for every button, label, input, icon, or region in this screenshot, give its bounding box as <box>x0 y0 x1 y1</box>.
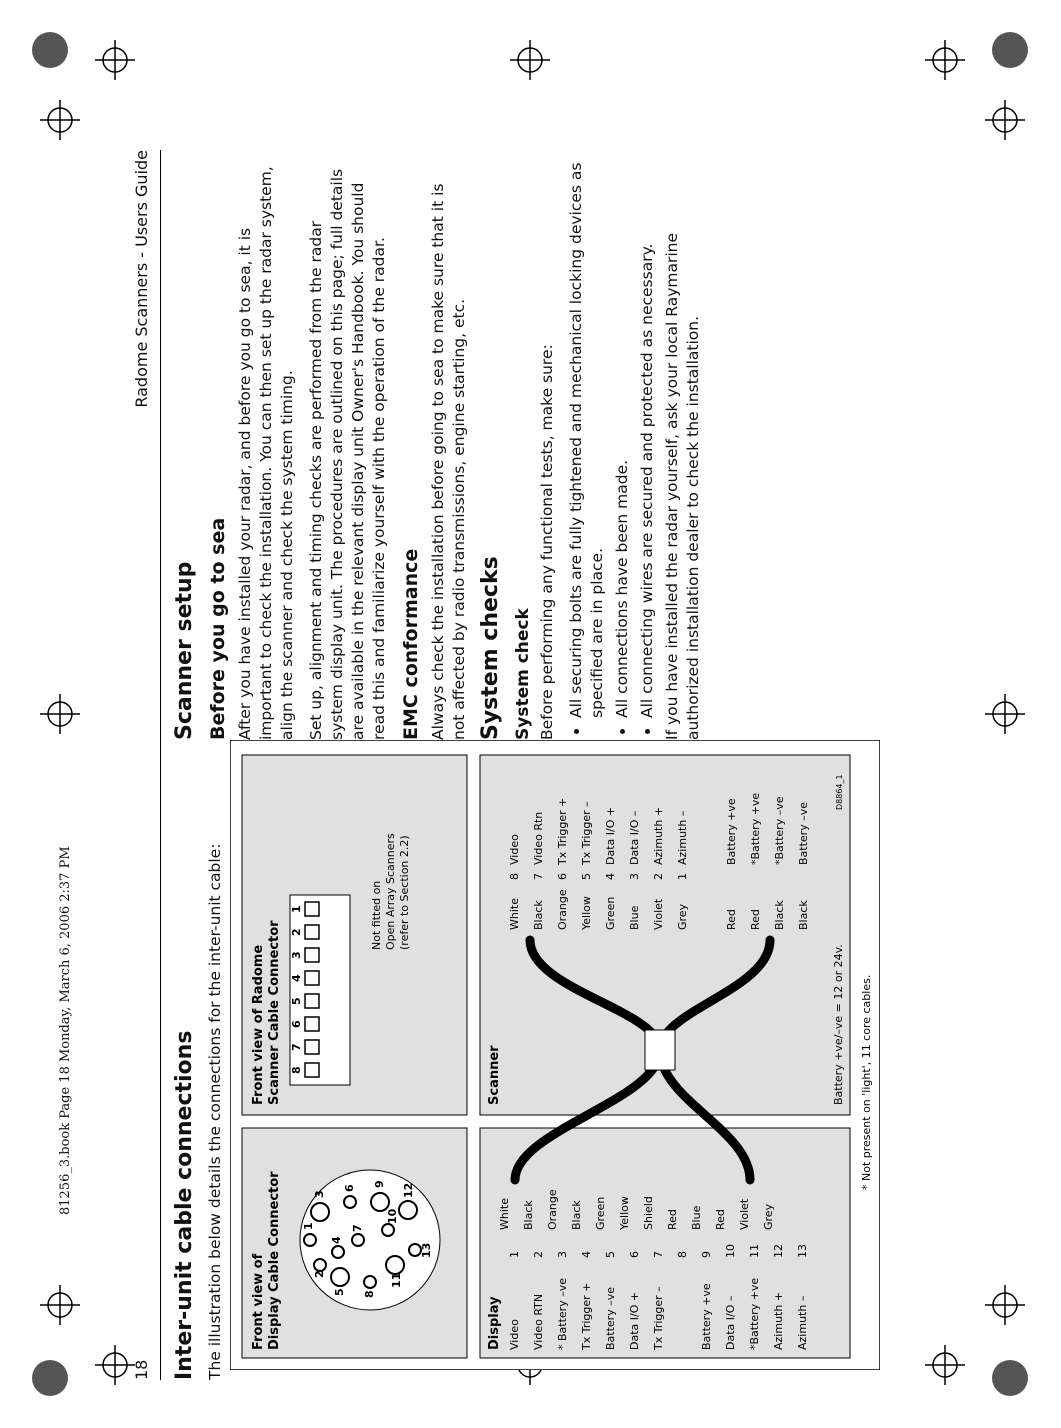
color-wheel-mark-icon <box>32 1360 68 1396</box>
scanner-wire-color: Grey <box>676 903 689 930</box>
display-wire-color: Blue <box>690 1205 703 1230</box>
scanner-signal-label: Azimuth – <box>676 810 689 865</box>
radome-pin-label: 7 <box>290 1043 303 1051</box>
display-signal-label: Video RTN <box>532 1293 545 1350</box>
scanner-pin-number: 7 <box>532 873 545 880</box>
radome-pin-label: 2 <box>290 928 303 936</box>
scanner-heading: Scanner <box>487 1045 502 1105</box>
emc-heading: EMC conformance <box>400 548 422 740</box>
display-pin-number: 12 <box>772 1244 785 1258</box>
scanner-wire-color: Yellow <box>580 896 593 930</box>
not-fitted-note: Open Array Scanners <box>384 833 397 950</box>
display-signal-label: Battery +ve <box>700 1283 713 1350</box>
scanner-power-color: Red <box>749 909 762 930</box>
radome-pin-label: 5 <box>290 997 303 1005</box>
list-item: • All securing bolts are fully tightened and mechanical locking devices as specified are in place. <box>566 160 608 718</box>
display-signal-label: Tx Trigger – <box>652 1286 665 1350</box>
scanner-wire-color: Black <box>532 900 545 930</box>
radome-connector-title-1: Front view of Radome <box>251 944 266 1105</box>
scanner-pin-number: 3 <box>628 873 641 880</box>
cable-diagram <box>230 740 880 1370</box>
display-pin-label: 11 <box>390 1272 403 1288</box>
display-wire-color: Black <box>522 1200 535 1230</box>
rotated-page <box>120 140 1000 1380</box>
display-pin-label: 8 <box>363 1290 376 1298</box>
display-pin-number: 11 <box>748 1244 761 1258</box>
scanner-signal-label: Azimuth + <box>652 806 665 865</box>
display-wire-color: Red <box>714 1209 727 1230</box>
display-pin-number: 3 <box>556 1251 569 1258</box>
display-signal-label: * Battery –ve <box>556 1278 569 1350</box>
radome-pin-label: 6 <box>290 1020 303 1028</box>
scanner-pin-number: 2 <box>652 873 665 880</box>
running-title: Radome Scanners - Users Guide <box>132 150 151 408</box>
scanner-pin-number: 6 <box>556 873 569 880</box>
crosshair-mark-icon <box>985 100 1025 140</box>
footnote: * Not present on 'light', 11 core cables. <box>860 974 873 1190</box>
scanner-wire-color: Violet <box>652 898 665 930</box>
list-item: • All connections have been made. <box>612 160 633 718</box>
crosshair-mark-icon <box>95 40 135 80</box>
display-pin-number: 13 <box>796 1244 809 1258</box>
crosshair-mark-icon <box>925 40 965 80</box>
list-item: • All connecting wires are secured and protected as necessary. <box>637 160 658 718</box>
scanner-pin-number: 4 <box>604 873 617 880</box>
page-number: 18 <box>132 1359 151 1380</box>
scanner-pin-number: 8 <box>508 873 521 880</box>
scanner-wire-color: White <box>508 898 521 930</box>
display-wire-color: Black <box>570 1200 583 1230</box>
display-pin-label: 5 <box>333 1288 346 1296</box>
scanner-pin-number: 5 <box>580 873 593 880</box>
page-header <box>120 150 161 1380</box>
scanner-signal-label: Video Rtn <box>532 811 545 865</box>
display-pin-label: 13 <box>420 1242 433 1258</box>
display-signal-label: Battery –ve <box>604 1287 617 1350</box>
display-signal-label: *Battery +ve <box>748 1277 761 1350</box>
display-pin-label: 9 <box>373 1180 386 1188</box>
display-pin-label: 2 <box>313 1270 326 1278</box>
display-wire-color: Orange <box>546 1189 559 1230</box>
scanner-wire-color: Orange <box>556 889 569 930</box>
figure-code: D8864_1 <box>835 774 844 810</box>
display-wire-color: White <box>498 1198 511 1230</box>
display-pin-number: 8 <box>676 1251 689 1258</box>
display-pin-label: 10 <box>386 1208 399 1224</box>
scanner-power-signal: *Battery –ve <box>773 796 786 865</box>
scanner-signal-label: Data I/O – <box>628 810 641 865</box>
display-pin-number: 10 <box>724 1244 737 1258</box>
display-signal-label: Azimuth + <box>772 1291 785 1350</box>
color-wheel-mark-icon <box>32 32 68 68</box>
display-pin-number: 2 <box>532 1251 545 1258</box>
radome-pin-label: 8 <box>290 1066 303 1074</box>
system-check-heading: System check <box>513 608 533 740</box>
before-heading: Before you go to sea <box>207 517 229 740</box>
crosshair-mark-icon <box>510 40 550 80</box>
display-wire-color: Red <box>666 1209 679 1230</box>
scanner-power-color: Black <box>797 900 810 930</box>
cable-junction <box>645 1030 675 1070</box>
display-heading: Display <box>487 1296 502 1350</box>
display-signal-label: Data I/O – <box>724 1295 737 1350</box>
display-pin-number: 7 <box>652 1251 665 1258</box>
crosshair-mark-icon <box>40 100 80 140</box>
before-paragraph-2: Set up, alignment and timing checks are performed from the radar system display unit. The procedures are outlined on this page; full details are available in the relevant display unit Owner's Handbook. You should read this and familiarize yourself with the operation of the radar. <box>307 168 388 740</box>
scanner-wire-color: Green <box>604 896 617 930</box>
radome-pin-label: 4 <box>290 974 303 982</box>
not-fitted-note: Not fitted on <box>370 880 383 950</box>
display-connector-title-2: Display Cable Connector <box>267 1171 282 1350</box>
display-pin-number: 1 <box>508 1251 521 1258</box>
radome-pin-label: 1 <box>290 905 303 913</box>
display-signal-label: Azimuth – <box>796 1295 809 1350</box>
scanner-setup-heading: Scanner setup <box>172 561 197 740</box>
closing-paragraph: If you have installed the radar yourself, ask your local Raymarine authorized installation dealer to check the installation. <box>663 232 702 740</box>
scanner-power-color: Red <box>725 909 738 930</box>
check-intro: Before performing any functional tests, make sure: <box>538 344 556 740</box>
display-pin-number: 4 <box>580 1251 593 1258</box>
display-signal-label: Video <box>508 1319 521 1350</box>
scanner-signal-label: Tx Trigger – <box>580 801 593 865</box>
display-wire-color: Green <box>594 1196 607 1230</box>
display-pin-label: 7 <box>351 1224 364 1232</box>
before-paragraph-1: After you have installed your radar, and before you go to sea, it is important to check the installation. You can then set up the radar system, align the scanner and check the system timing. <box>236 166 296 740</box>
display-pin-label: 1 <box>302 1222 315 1230</box>
inter-unit-intro: The illustration below details the connections for the inter-unit cable: <box>206 843 224 1380</box>
scanner-wire-color: Blue <box>628 905 641 930</box>
display-pin-label: 3 <box>313 1190 326 1198</box>
display-signal-label: Data I/O + <box>628 1291 641 1350</box>
radome-connector-title-2: Scanner Cable Connector <box>267 920 282 1105</box>
emc-paragraph: Always check the installation before going to sea to make sure that it is not affected by radio transmissions, engine starting, etc. <box>429 183 468 740</box>
display-wire-color: Violet <box>738 1198 751 1230</box>
radome-pin-label: 3 <box>290 951 303 959</box>
display-pin-number: 5 <box>604 1251 617 1258</box>
color-wheel-mark-icon <box>992 32 1028 68</box>
print-info: 81256_3.book Page 18 Monday, March 6, 2006 2:37 PM <box>58 846 73 1215</box>
scanner-power-signal: Battery –ve <box>797 802 810 865</box>
inter-unit-heading: Inter-unit cable connections <box>172 1030 197 1380</box>
display-pin-number: 9 <box>700 1251 713 1258</box>
scanner-power-color: Black <box>773 900 786 930</box>
inter-unit-section <box>172 780 234 1380</box>
check-list <box>566 160 658 740</box>
display-signal-label: Tx Trigger + <box>580 1282 593 1350</box>
display-pin-number: 6 <box>628 1251 641 1258</box>
scanner-power-signal: *Battery +ve <box>749 792 762 865</box>
display-pin-label: 6 <box>343 1184 356 1192</box>
system-checks-heading: System checks <box>478 556 503 740</box>
scanner-pin-number: 1 <box>676 873 689 880</box>
not-fitted-note: (refer to Section 2.2) <box>398 835 411 950</box>
display-pin-label: 12 <box>402 1182 415 1198</box>
battery-note: Battery +ve/–ve = 12 or 24v. <box>832 944 845 1105</box>
display-connector-title-1: Front view of <box>251 1253 266 1350</box>
scanner-signal-label: Data I/O + <box>604 806 617 865</box>
display-wire-color: Shield <box>642 1196 655 1230</box>
display-wire-color: Grey <box>762 1203 775 1230</box>
scanner-signal-label: Video <box>508 834 521 865</box>
display-pin-label: 4 <box>330 1236 343 1244</box>
scanner-setup-section <box>172 160 712 740</box>
scanner-signal-label: Tx Trigger + <box>556 797 569 865</box>
scanner-power-signal: Battery +ve <box>725 798 738 865</box>
crosshair-mark-icon <box>40 694 80 734</box>
display-wire-color: Yellow <box>618 1196 631 1230</box>
crosshair-mark-icon <box>40 1285 80 1325</box>
radome-connector-body <box>290 895 350 1085</box>
